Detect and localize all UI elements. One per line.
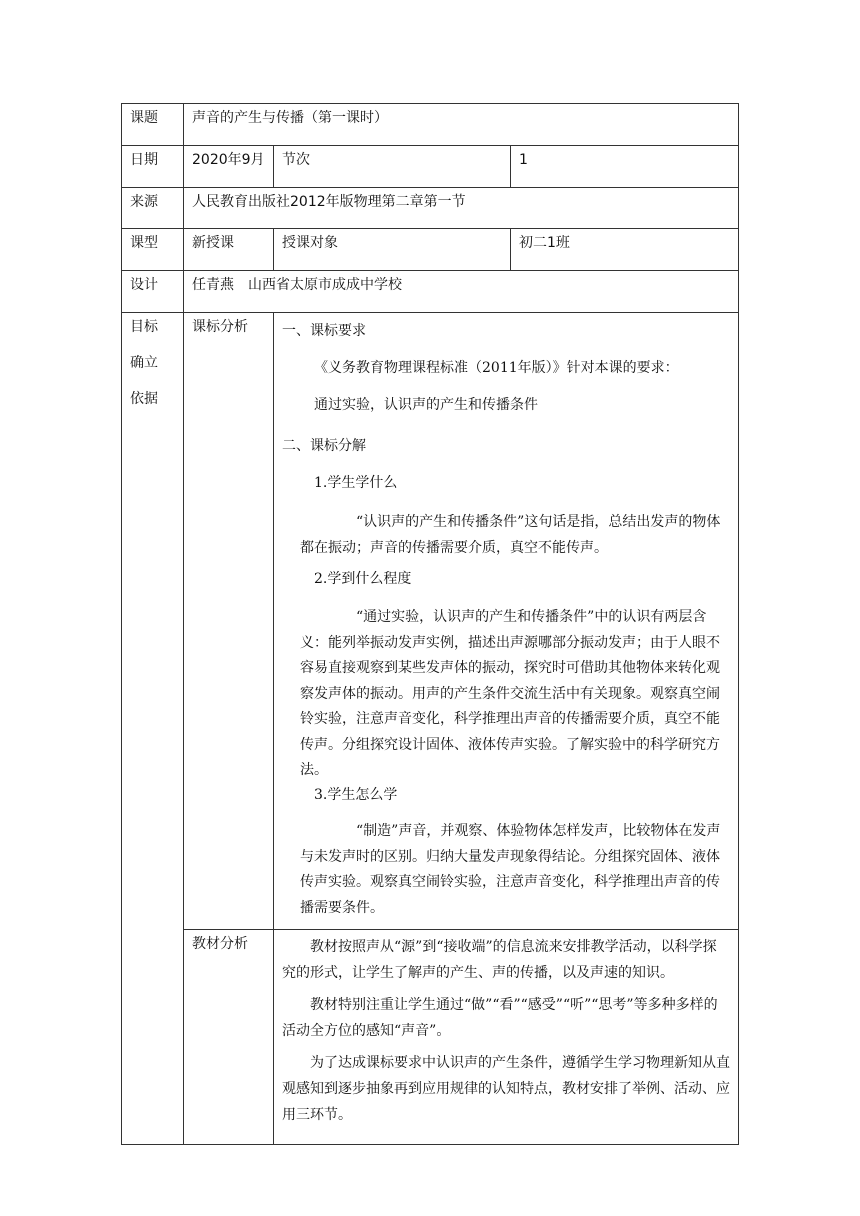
- subsection-text-2: “通过实验，认识声的产生和传播条件”中的认识有两层含义：能列举振动发声实例，描述出声源哪部分振动发声；由于人眼不容易直接观察到某些发声体的振动，探究时可借助其他物体来转化观察发声体的振动。用声的产生条件交流生活中有关现象。观察真空闹铃实验，注意声音变化，科学推理出声音的传播需要介质，真空不能传声。分组探究设计固体、液体传声实验。了解实验中的科学研究方法。: [300, 609, 720, 778]
- type-label: 课型: [122, 229, 184, 271]
- type-row: [122, 229, 739, 271]
- subsection-title-2: 2.学到什么程度: [314, 571, 412, 587]
- subsection-text-1: “认识声的产生和传播条件”这句话是指，总结出发声的物体都在振动；声音的传播需要介质，真空不能传声。: [300, 514, 721, 556]
- requirement-text: 《义务教育物理课程标准（2011年版）》针对本课的要求：: [314, 360, 679, 376]
- textbook-paragraph-1: 教材按照声从“源”到“接收端”的信息流来安排教学活动，以科学探究的形式，让学生了解声的产生、声的传播，以及声速的知识。: [282, 939, 717, 981]
- design-row: [122, 271, 739, 313]
- lesson-plan-table: [121, 103, 739, 1145]
- date-value: 2020年9月: [184, 146, 274, 188]
- curriculum-content: [274, 313, 739, 930]
- basis-label-line: 目标: [130, 319, 158, 335]
- textbook-content: [274, 930, 739, 1145]
- date-row: [122, 146, 739, 188]
- design-value: 任青燕 山西省太原市成成中学校: [184, 271, 739, 313]
- design-label: 设计: [122, 271, 184, 313]
- source-label: 来源: [122, 188, 184, 229]
- textbook-paragraph-2: 教材特别注重让学生通过“做”“看”“感受”“听”“思考”等多种多样的活动全方位的感知“声音”。: [282, 997, 718, 1039]
- requirement-title: 一、课标要求: [282, 323, 366, 339]
- decomposition-title: 二、课标分解: [282, 438, 366, 454]
- subsection-text-3: “制造”声音，并观察、体验物体怎样发声，比较物体在发声与未发声时的区别。归纳大量发声现象得结论。分组探究固体、液体传声实验。观察真空闹铃实验，注意声音变化，科学推理出声音的传播需要条件。: [300, 823, 721, 916]
- curriculum-row: [122, 313, 739, 930]
- basis-label-line: 确立: [130, 355, 158, 371]
- textbook-paragraph-3: 为了达成课标要求中认识声的产生条件，遵循学生学习物理新知从直观感知到逐步抽象再到应用规律的认知特点，教材安排了举例、活动、应用三环节。: [282, 1055, 730, 1123]
- audience-label: 授课对象: [274, 229, 511, 271]
- textbook-row: [122, 930, 739, 1145]
- curriculum-label: 课标分析: [184, 313, 274, 930]
- requirement-statement: 通过实验，认识声的产生和传播条件: [314, 397, 538, 413]
- basis-label-line: 依据: [130, 391, 158, 407]
- audience-value: 初二1班: [511, 229, 739, 271]
- period-label: 节次: [274, 146, 511, 188]
- source-row: [122, 188, 739, 229]
- period-value: 1: [511, 146, 739, 188]
- type-value: 新授课: [184, 229, 274, 271]
- date-label: 日期: [122, 146, 184, 188]
- topic-label: 课题: [122, 104, 184, 146]
- basis-label: [122, 313, 184, 1145]
- source-value: 人民教育出版社2012年版物理第二章第一节: [184, 188, 739, 229]
- topic-row: [122, 104, 739, 146]
- textbook-label: 教材分析: [184, 930, 274, 1145]
- subsection-title-1: 1.学生学什么: [314, 475, 398, 491]
- subsection-title-3: 3.学生怎么学: [314, 787, 398, 803]
- topic-value: 声音的产生与传播（第一课时）: [184, 104, 739, 146]
